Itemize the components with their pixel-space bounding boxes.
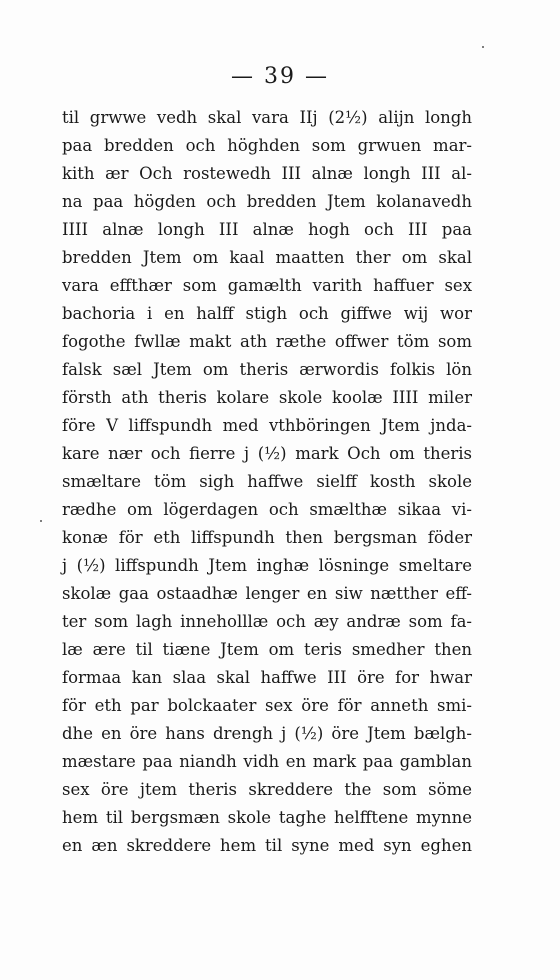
text-line: mæstare paa niandh vidh en mark paa gamblan bbox=[62, 752, 472, 771]
text-line: na paa högden och bredden Jtem kolanavedh bbox=[62, 192, 472, 211]
text-line: falsk sæl Jtem om theris ærwordis folkis lön bbox=[62, 360, 472, 379]
text-line: bachoria i en halff stigh och giffwe wij wor bbox=[62, 304, 472, 323]
text-line: IIII alnæ longh III alnæ hogh och III paa bbox=[62, 220, 472, 239]
text-line: konæ för eth liffspundh then bergsman föder bbox=[62, 528, 472, 547]
text-line: före V liffspundh med vthböringen Jtem jnda- bbox=[62, 416, 472, 435]
text-line: paa bredden och höghden som grwuen mar- bbox=[62, 136, 472, 155]
text-line: hem til bergsmæn skole taghe helfftene mynne bbox=[62, 808, 472, 827]
page-number: — 39 — bbox=[231, 64, 329, 89]
text-line: kare nær och fierre j (½) mark Och om theris bbox=[62, 444, 472, 463]
text-line: vara effthær som gamælth varith haffuer sex bbox=[62, 276, 472, 295]
text-line: rædhe om lögerdagen och smælthæ sikaa vi- bbox=[62, 500, 472, 519]
body-text bbox=[62, 104, 472, 860]
text-line: försth ath theris kolare skole koolæ IIII miler bbox=[62, 388, 472, 407]
text-line: ter som lagh inneholllæ och æy andræ som fa- bbox=[62, 612, 472, 631]
text-line: sex öre jtem theris skreddere the som söme bbox=[62, 780, 472, 799]
text-line: kith ær Och rostewedh III alnæ longh III al- bbox=[62, 164, 472, 183]
text-line: en æn skreddere hem til syne med syn eghen bbox=[62, 836, 472, 855]
paper-speck bbox=[40, 520, 42, 522]
text-line: smæltare töm sigh haffwe sielff kosth skole bbox=[62, 472, 472, 491]
text-line: j (½) liffspundh Jtem inghæ lösninge smeltare bbox=[62, 556, 472, 575]
text-line: för eth par bolckaater sex öre för anneth smi- bbox=[62, 696, 472, 715]
text-line: bredden Jtem om kaal maatten ther om skal bbox=[62, 248, 472, 267]
text-line: fogothe fwllæ makt ath ræthe offwer töm som bbox=[62, 332, 472, 351]
text-line: skolæ gaa ostaadhæ lenger en siw nætther eff- bbox=[62, 584, 472, 603]
paper-speck bbox=[482, 46, 484, 48]
text-line: formaa kan slaa skal haffwe III öre for hwar bbox=[62, 668, 472, 687]
text-line: dhe en öre hans drengh j (½) öre Jtem bælgh- bbox=[62, 724, 472, 743]
text-line: læ ære til tiæne Jtem om teris smedher then bbox=[62, 640, 472, 659]
text-line: til grwwe vedh skal vara IIj (2½) alijn longh bbox=[62, 108, 472, 127]
